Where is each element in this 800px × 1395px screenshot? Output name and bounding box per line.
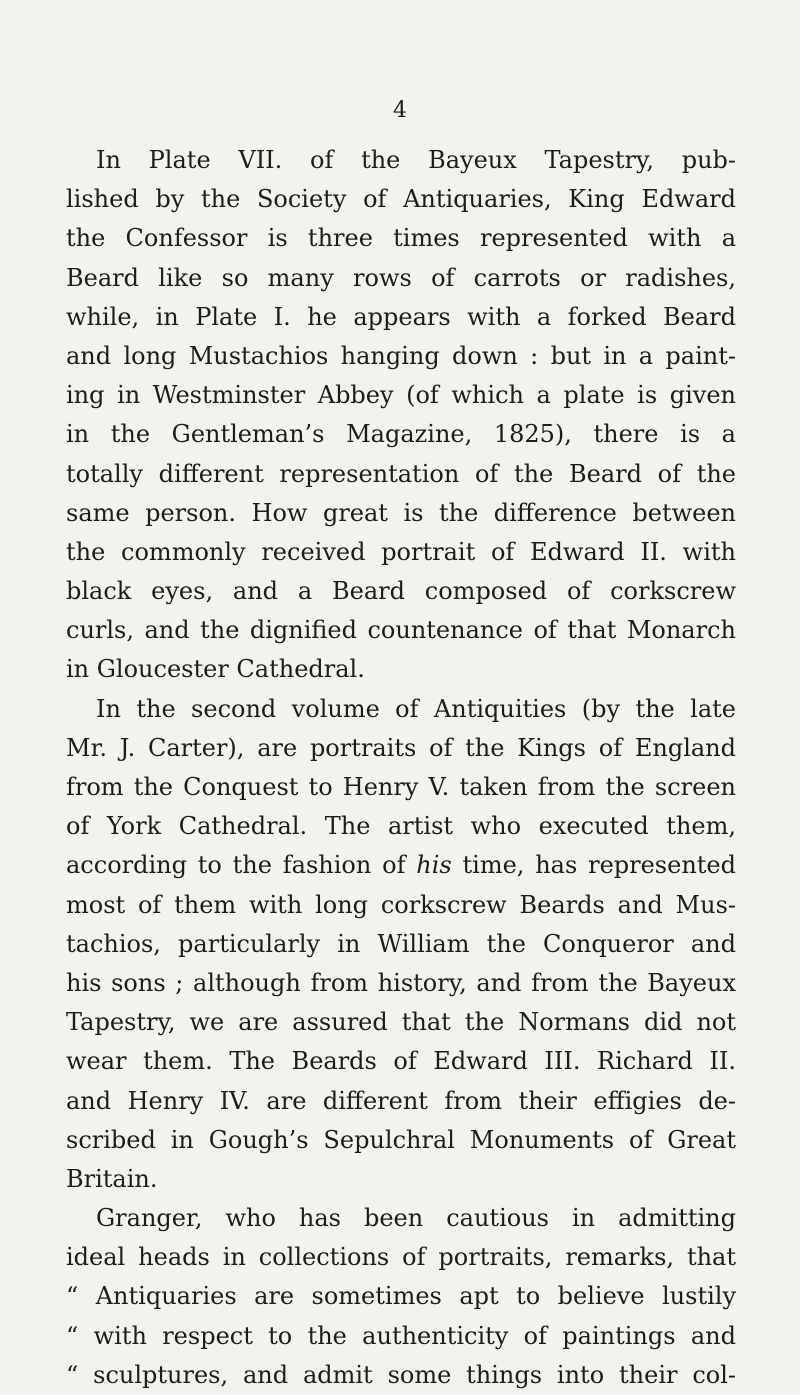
text-line: tachios, particularly in William the Conqueror and	[66, 929, 736, 958]
text-fragment: according to the fashion of	[66, 851, 417, 880]
text-line: scribed in Gough’s Sepulchral Monuments of Great	[66, 1125, 736, 1154]
text-line: In Plate VII. of the Bayeux Tapestry, pub-	[96, 146, 736, 174]
text-line: from the Conquest to Henry V. taken from the screen	[66, 773, 736, 801]
text-line: the Confessor is three times represented with a	[66, 224, 736, 253]
text-line: his sons ; although from history, and from the Bayeux	[66, 968, 736, 997]
text-line: same person. How great is the difference between	[66, 498, 736, 527]
text-line: “ with respect to the authenticity of paintings and	[66, 1321, 736, 1350]
text-line: and Henry IV. are different from their effigies de-	[66, 1086, 736, 1115]
text-line: black eyes, and a Beard composed of corkscrew	[66, 577, 736, 606]
text-line: totally different representation of the Beard of the	[66, 459, 736, 488]
italic-word: his	[416, 851, 452, 880]
paragraph-1	[66, 141, 736, 690]
text-line: ideal heads in collections of portraits, remarks, that	[66, 1243, 736, 1272]
text-line: ing in Westminster Abbey (of which a plate is given	[66, 381, 736, 410]
text-line: “ Antiquaries are sometimes apt to believe lustily	[66, 1282, 736, 1311]
text-line-with-italic	[66, 846, 736, 885]
text-line: in the Gentleman’s Magazine, 1825), there is a	[66, 420, 736, 449]
text-line: the commonly received portrait of Edward II. with	[66, 537, 736, 566]
text-line: wear them. The Beards of Edward III. Richard II.	[66, 1047, 736, 1076]
text-line: lished by the Society of Antiquaries, King Edward	[66, 185, 736, 214]
text-line: Granger, who has been cautious in admitting	[96, 1204, 736, 1233]
text-line: Tapestry, we are assured that the Normans did not	[66, 1008, 736, 1037]
text-line: Mr. J. Carter), are portraits of the Kings of England	[66, 733, 736, 762]
text-line: Beard like so many rows of carrots or radishes,	[66, 263, 736, 292]
body-text	[66, 141, 736, 1395]
paragraph-2	[66, 690, 736, 1199]
text-line: while, in Plate I. he appears with a forked Beard	[66, 302, 736, 331]
text-line: In the second volume of Antiquities (by the late	[96, 694, 736, 723]
text-line: in Gloucester Cathedral.	[66, 655, 365, 684]
paragraph-3	[66, 1199, 736, 1395]
page-number: 4	[393, 98, 407, 123]
text-line: Britain.	[66, 1164, 158, 1193]
text-fragment: time, has represented	[451, 851, 736, 880]
text-line: of York Cathedral. The artist who executed them,	[66, 812, 736, 841]
text-line: most of them with long corkscrew Beards and Mus-	[66, 890, 736, 919]
text-line: and long Mustachios hanging down : but in a paint-	[66, 341, 736, 370]
text-line: “ sculptures, and admit some things into their col-	[66, 1360, 736, 1389]
text-line: curls, and the dignified countenance of that Monarch	[66, 616, 736, 645]
